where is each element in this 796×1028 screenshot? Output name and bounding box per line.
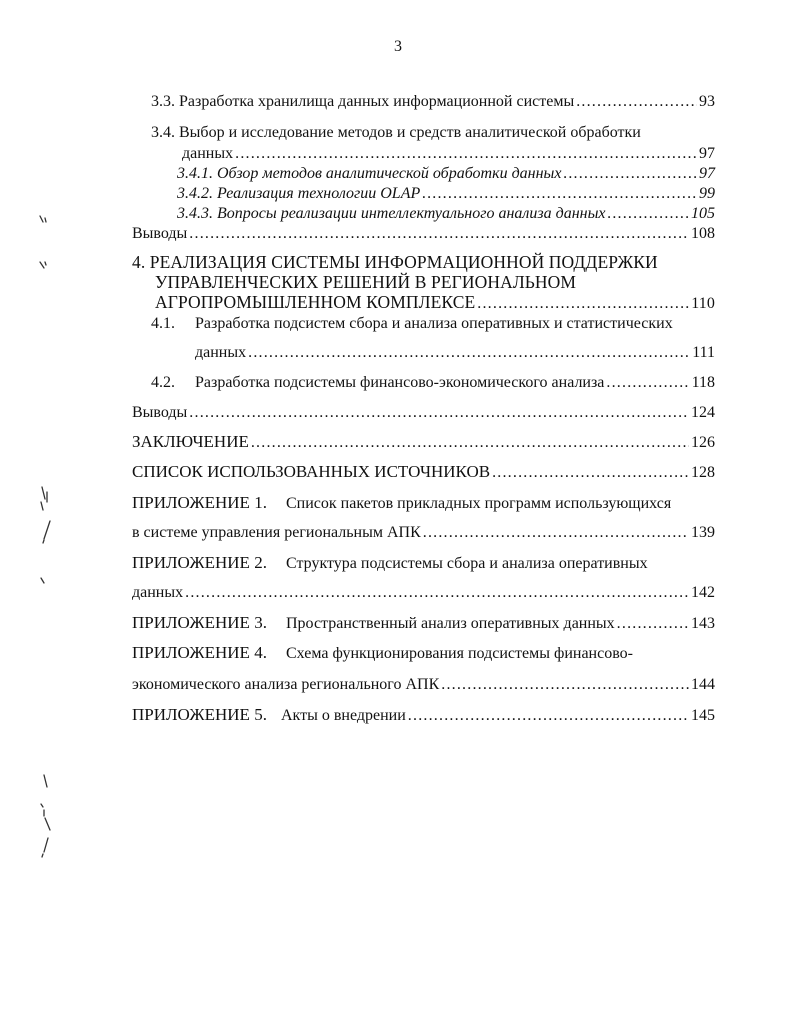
toc-page-number: 118 [691,374,715,391]
toc-entry-title: Выводы [132,404,188,421]
toc-appendix-2-label: ПРИЛОЖЕНИЕ 2. [132,553,267,572]
toc-appendix-4-label: ПРИЛОЖЕНИЕ 4. [132,643,267,662]
toc-appendix-5 [281,706,715,726]
scan-mark [41,578,44,583]
toc-appendix-4 [132,675,715,695]
toc-page-number: 144 [691,676,715,693]
toc-page-number: 126 [691,434,715,451]
toc-entry-4-2-number: 4.2. [151,374,175,391]
toc-page-number: 110 [691,295,715,312]
toc-entry-title: 3.3. Разработка хранилища данных информационной системы [151,93,575,110]
toc-entry-title: Акты о внедрении [281,707,406,724]
toc-entry-title: 3.4.3. Вопросы реализации интеллектуального анализа данных [177,205,606,222]
toc-appendix-3-label: ПРИЛОЖЕНИЕ 3. [132,613,267,632]
toc-entry-3-4 [182,144,715,164]
toc-entry-conclusion [132,432,715,453]
toc-appendix-5-label: ПРИЛОЖЕНИЕ 5. [132,705,267,724]
leader-dots [423,523,689,543]
leader-dots [422,184,697,204]
toc-entry-title: ЗАКЛЮЧЕНИЕ [132,432,249,451]
toc-page-number: 139 [691,524,715,541]
toc-entry-title: 3.4.1. Обзор методов аналитической обработки данных [177,165,562,182]
scan-mark [41,487,47,510]
toc-entry-title: Пространственный анализ оперативных данных [286,615,615,632]
leader-dots [617,614,689,634]
toc-appendix-1 [132,523,715,543]
leader-dots [606,373,689,393]
scan-mark [44,775,47,787]
page-number: 3 [394,38,402,55]
leader-dots [608,204,690,224]
leader-dots [492,463,689,483]
toc-appendix-2-line1: Структура подсистемы сбора и анализа оперативных [286,555,648,572]
leader-dots [185,583,689,603]
leader-dots [576,92,697,112]
toc-page-number: 93 [699,93,715,110]
toc-entry-4-1-number: 4.1. [151,315,175,332]
leader-dots [441,675,689,695]
toc-page-number: 99 [699,185,715,202]
toc-appendix-3 [286,614,715,634]
toc-entry-title: СПИСОК ИСПОЛЬЗОВАННЫХ ИСТОЧНИКОВ [132,462,491,481]
toc-entry-conclusions-4 [132,403,715,423]
leader-dots [248,343,690,363]
toc-entry-title: данных [182,145,234,162]
toc-entry-conclusions-3 [132,224,715,244]
leader-dots [189,403,689,423]
toc-entry-3-4-line1: 3.4. Выбор и исследование методов и средств аналитической обработки [151,124,641,141]
leader-dots [189,224,689,244]
toc-entry-references [132,462,715,483]
scan-mark [41,804,50,830]
toc-entry-4-1-line1: Разработка подсистем сбора и анализа оперативных и статистических [195,315,673,332]
toc-entry-3-4-3 [177,204,715,224]
scan-mark [40,262,46,268]
toc-entry-4-1 [195,343,715,363]
leader-dots [235,144,697,164]
toc-page-number: 97 [699,145,715,162]
toc-entry-title: Выводы [132,225,188,242]
toc-chapter-4-line2: УПРАВЛЕНЧЕСКИХ РЕШЕНИЙ В РЕГИОНАЛЬНОМ [155,272,577,292]
toc-page-number: 111 [692,344,715,361]
toc-entry-3-3 [151,92,715,112]
toc-entry-4-2 [195,373,715,393]
toc-page-number: 145 [691,707,715,724]
toc-entry-title: данных [132,584,184,601]
toc-page-number: 142 [691,584,715,601]
toc-entry-title: 3.4.2. Реализация технологии OLAP [177,185,421,202]
toc-entry-title: данных [195,344,247,361]
toc-appendix-2 [132,583,715,603]
toc-chapter-4 [155,292,715,314]
toc-chapter-4-line1: 4. РЕАЛИЗАЦИЯ СИСТЕМЫ ИНФОРМАЦИОННОЙ ПОДДЕРЖКИ [132,252,658,272]
toc-entry-title: экономического анализа регионального АПК [132,676,440,693]
toc-page-number: 143 [691,615,715,632]
scan-mark [40,216,46,222]
toc-page-number: 97 [699,165,715,182]
toc-page-number: 108 [691,225,715,242]
toc-entry-title: в системе управления региональным АПК [132,524,421,541]
scan-mark [43,521,50,543]
scan-mark [42,838,48,857]
toc-entry-3-4-2 [177,184,715,204]
leader-dots [564,164,698,184]
leader-dots [251,433,689,453]
toc-entry-title: Разработка подсистемы финансово-экономического анализа [195,374,605,391]
leader-dots [477,294,689,314]
leader-dots [408,706,689,726]
toc-appendix-4-line1: Схема функционирования подсистемы финансово- [286,645,633,662]
toc-entry-3-4-1 [177,164,715,184]
toc-page-number: 124 [691,404,715,421]
toc-appendix-1-line1: Список пакетов прикладных программ использующихся [286,495,672,512]
toc-page-number: 105 [691,205,715,222]
toc-appendix-1-label: ПРИЛОЖЕНИЕ 1. [132,493,267,512]
toc-page-number: 128 [691,464,715,481]
toc-entry-title: АГРОПРОМЫШЛЕННОМ КОМПЛЕКСЕ [155,292,476,312]
